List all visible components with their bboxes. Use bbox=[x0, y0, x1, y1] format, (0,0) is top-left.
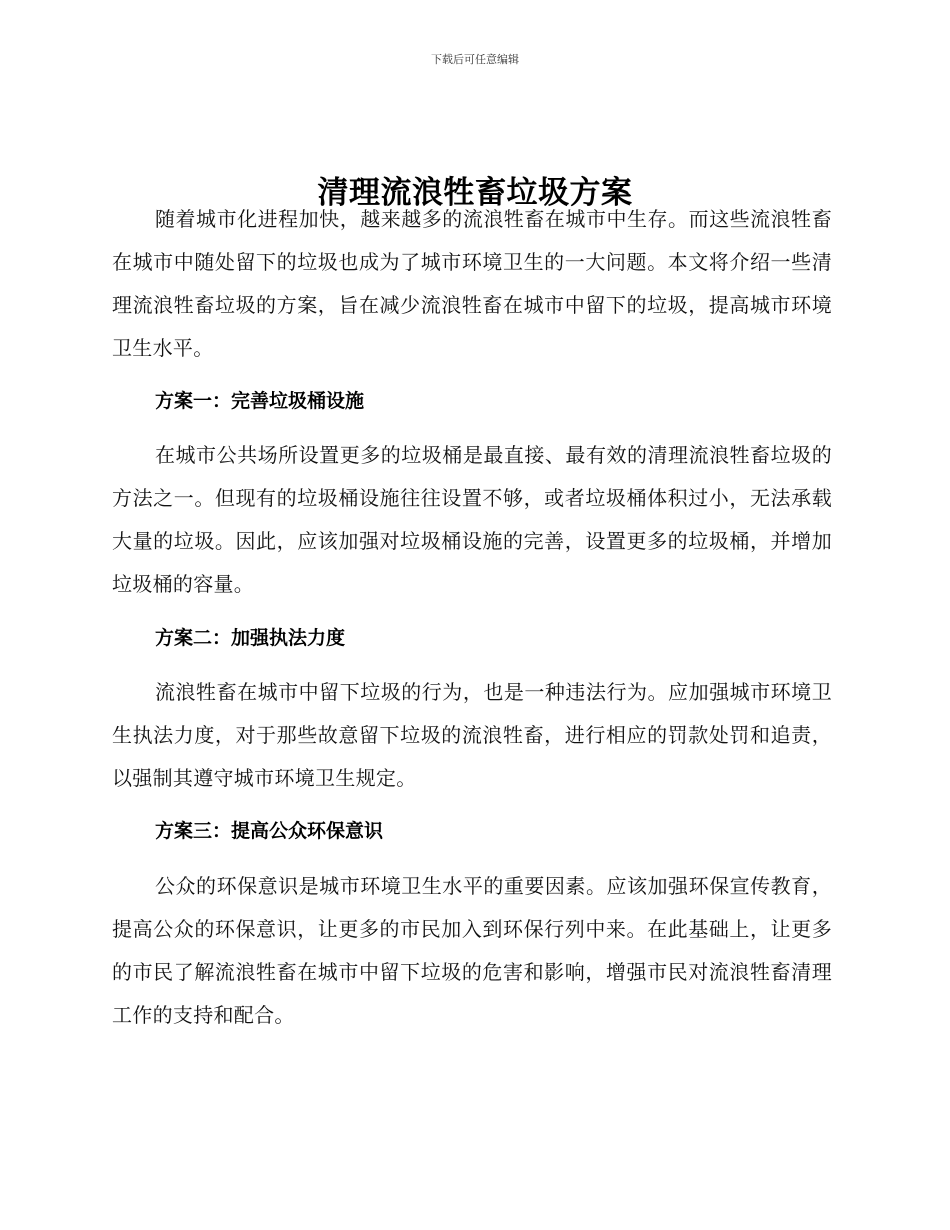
intro-paragraph-block bbox=[112, 198, 832, 370]
section-1-paragraph-block bbox=[112, 434, 832, 606]
section-2-heading-block bbox=[112, 617, 832, 660]
section-1-heading: 方案一：完善垃圾桶设施 bbox=[155, 390, 365, 412]
header-note: 下载后可任意编辑 bbox=[431, 53, 519, 66]
document-title: 清理流浪牲畜垃圾方案 bbox=[317, 174, 633, 211]
section-3-heading: 方案三：提高公众环保意识 bbox=[155, 820, 384, 842]
section-2-paragraph: 流浪牲畜在城市中留下垃圾的行为，也是一种违法行为。应加强城市环境卫生执法力度，对于那些故意留下垃圾的流浪牲畜，进行相应的罚款处罚和追责，以强制其遵守城市环境卫生规定。 bbox=[112, 680, 832, 790]
section-2-heading: 方案二：加强执法力度 bbox=[155, 627, 346, 649]
intro-paragraph: 随着城市化进程加快，越来越多的流浪牲畜在城市中生存。而这些流浪牲畜在城市中随处留下的垃圾也成为了城市环境卫生的一大问题。本文将介绍一些清理流浪牲畜垃圾的方案，旨在减少流浪牲畜在城市中留下的垃圾，提高城市环境卫生水平。 bbox=[112, 207, 832, 360]
section-3-paragraph: 公众的环保意识是城市环境卫生水平的重要因素。应该加强环保宣传教育，提高公众的环保意识，让更多的市民加入到环保行列中来。在此基础上，让更多的市民了解流浪牲畜在城市中留下垃圾的危害和影响，增强市民对流浪牲畜清理工作的支持和配合。 bbox=[112, 874, 832, 1027]
section-2-paragraph-block bbox=[112, 671, 832, 800]
section-3-heading-block bbox=[112, 810, 832, 853]
section-1-paragraph: 在城市公共场所设置更多的垃圾桶是最直接、最有效的清理流浪牲畜垃圾的方法之一。但现有的垃圾桶设施往往设置不够，或者垃圾桶体积过小，无法承载大量的垃圾。因此，应该加强对垃圾桶设施的完善，设置更多的垃圾桶，并增加垃圾桶的容量。 bbox=[112, 443, 832, 596]
section-3-paragraph-block bbox=[112, 865, 832, 1037]
section-1-heading-block bbox=[112, 380, 832, 423]
